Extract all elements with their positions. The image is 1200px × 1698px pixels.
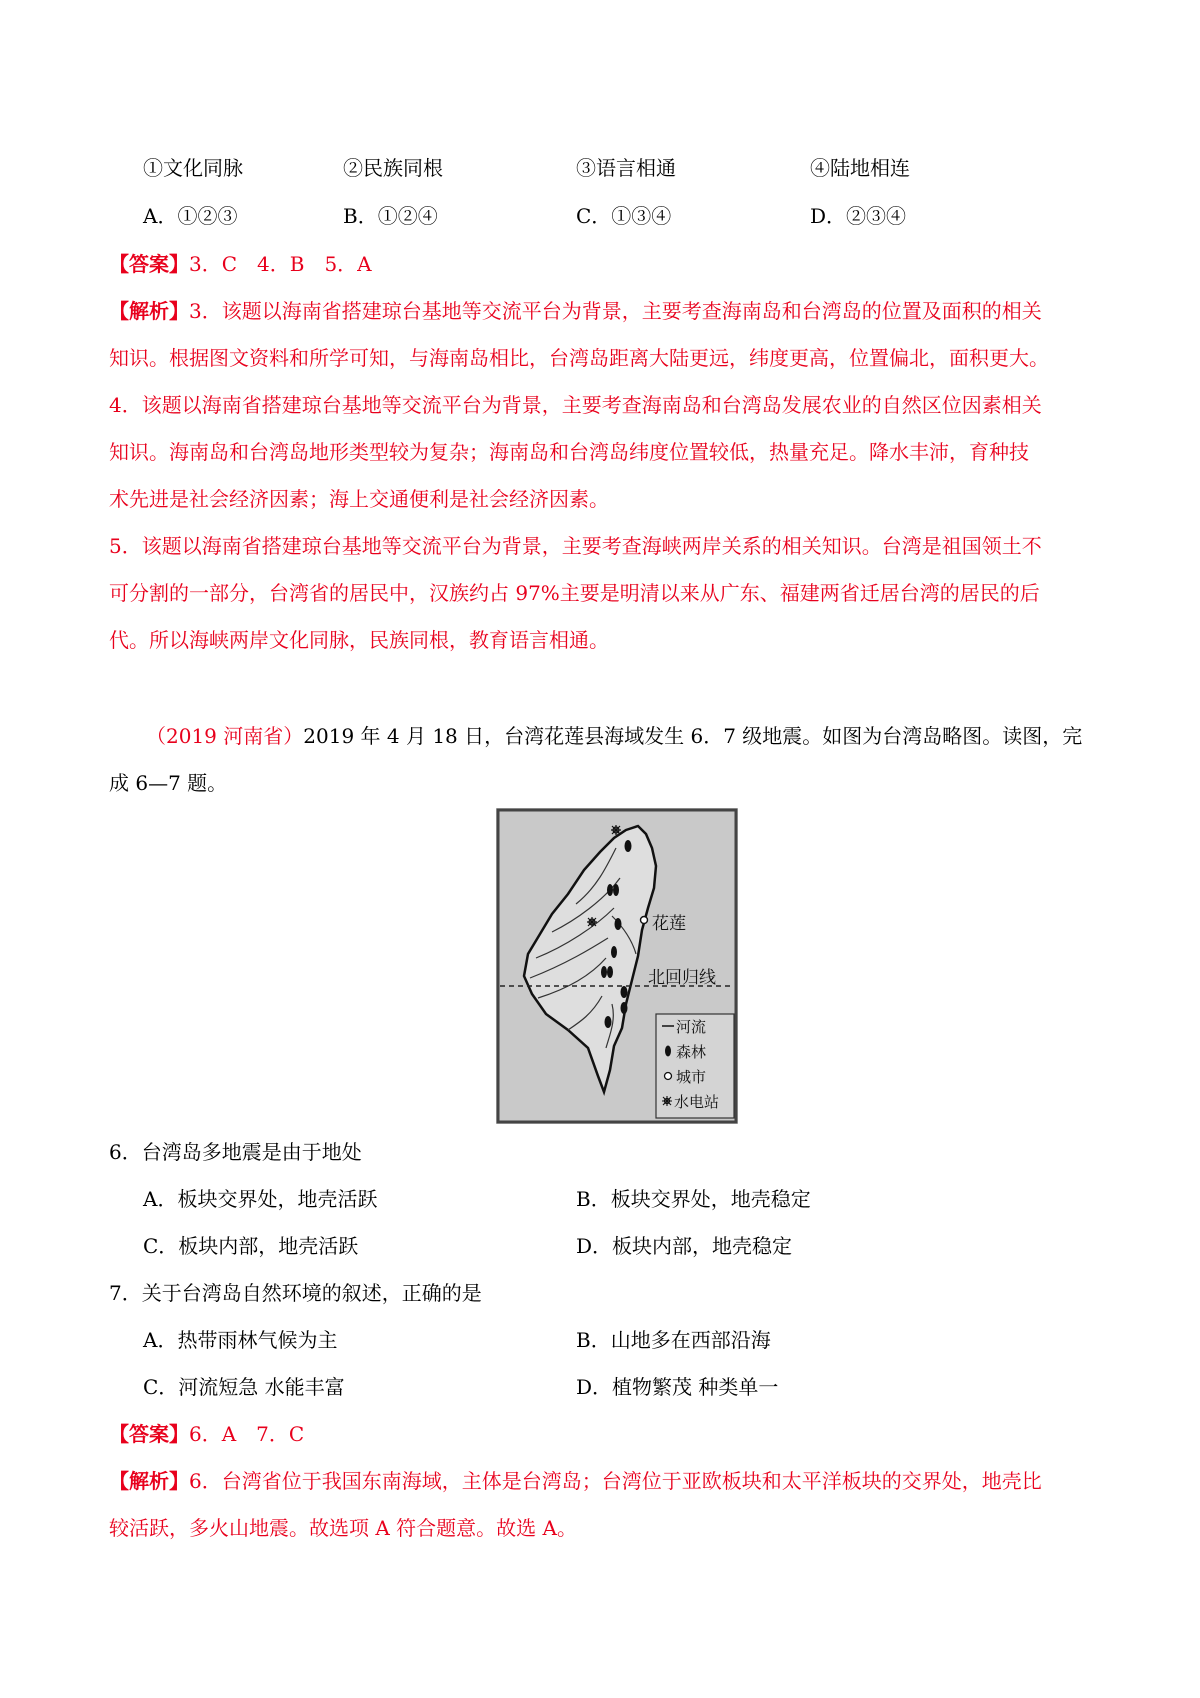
q6-option-d: D．板块内部，地壳稳定 [576, 1234, 793, 1258]
legend-hydro: 水电站 [674, 1093, 720, 1111]
analysis-tag: 【解析】 [109, 1469, 189, 1493]
tropic-label: 北回归线 [648, 968, 716, 988]
q7-option-b: B．山地多在西部沿海 [576, 1328, 771, 1352]
analysis-line-6: 5．该题以海南省搭建琼台基地等交流平台为背景，主要考查海峡两岸关系的相关知识。台湾是祖国领土不 [109, 534, 1042, 558]
analysis-tag: 【解析】 [109, 299, 189, 323]
q6-option-a: A．板块交界处，地壳活跃 [143, 1187, 378, 1211]
hualien-label: 花莲 [652, 914, 686, 934]
q5-choice-b: B．①②④ [343, 204, 438, 228]
analysis-line-3: 4．该题以海南省搭建琼台基地等交流平台为背景，主要考查海南岛和台湾岛发展农业的自然区位因素相关 [109, 393, 1042, 417]
hydro-legend-icon [662, 1096, 672, 1106]
q7-option-d: D．植物繁茂 种类单一 [576, 1375, 779, 1399]
analysis-text: 6．台湾省位于我国东南海域，主体是台湾岛；台湾位于亚欧板块和太平洋板块的交界处，地壳比 [189, 1469, 1042, 1493]
analysis2-line-2: 较活跃，多火山地震。故选项 A 符合题意。故选 A。 [109, 1516, 577, 1540]
q5-choice-c: C．①③④ [576, 204, 672, 228]
q6-option-b: B．板块交界处，地壳稳定 [576, 1187, 811, 1211]
analysis-line-4: 知识。海南岛和台湾岛地形类型较为复杂；海南岛和台湾岛纬度位置较低，热量充足。降水丰沛，育种技 [109, 440, 1029, 464]
answer-text: 6．A 7．C [189, 1422, 305, 1446]
answer-tag: 【答案】 [109, 252, 189, 276]
forest-legend-icon [665, 1046, 671, 1057]
q5-item-3: ③语言相通 [576, 156, 676, 180]
q6-stem: 6．台湾岛多地震是由于地处 [109, 1140, 362, 1164]
q7-stem: 7．关于台湾岛自然环境的叙述，正确的是 [109, 1281, 482, 1305]
analysis-line-1 [109, 299, 1042, 323]
answer-block-2 [109, 1422, 304, 1446]
q5-choice-d: D．②③④ [810, 204, 907, 228]
analysis-line-2: 知识。根据图文资料和所学可知，与海南岛相比，台湾岛距离大陆更远，纬度更高，位置偏北，面积更大。 [109, 346, 1049, 370]
answer-text: 3．C 4．B 5．A [189, 252, 372, 276]
taiwan-map-svg [496, 808, 738, 1124]
legend-river: 河流 [676, 1018, 707, 1036]
hualien-city-icon [641, 917, 648, 924]
answer-tag: 【答案】 [109, 1422, 189, 1446]
legend-forest: 森林 [676, 1043, 707, 1061]
q5-choice-a: A．①②③ [143, 204, 238, 228]
intro-line-2: 成 6—7 题。 [109, 771, 228, 795]
intro-line-1 [146, 724, 1082, 748]
legend-city: 城市 [676, 1068, 707, 1086]
answer-block-1 [109, 252, 372, 276]
q7-option-a: A．热带雨林气候为主 [143, 1328, 338, 1352]
source-label: （2019 河南省） [146, 724, 304, 748]
analysis-line-5: 术先进是社会经济因素；海上交通便利是社会经济因素。 [109, 487, 609, 511]
taiwan-map [496, 808, 738, 1124]
intro-text: 2019 年 4 月 18 日，台湾花莲县海域发生 6．7 级地震。如图为台湾岛略图。读图，完 [303, 724, 1083, 748]
q7-option-c: C．河流短急 水能丰富 [143, 1375, 345, 1399]
analysis-line-7: 可分割的一部分，台湾省的居民中，汉族约占 97%主要是明清以来从广东、福建两省迁居台湾的居民的后 [109, 581, 1040, 605]
q6-option-c: C．板块内部，地壳活跃 [143, 1234, 359, 1258]
analysis-line-8: 代。所以海峡两岸文化同脉，民族同根，教育语言相通。 [109, 628, 609, 652]
city-legend-icon [665, 1073, 672, 1080]
analysis-text: 3．该题以海南省搭建琼台基地等交流平台为背景，主要考查海南岛和台湾岛的位置及面积的相关 [189, 299, 1042, 323]
q5-item-2: ②民族同根 [343, 156, 443, 180]
q5-item-4: ④陆地相连 [810, 156, 910, 180]
analysis2-line-1 [109, 1469, 1042, 1493]
q5-item-1: ①文化同脉 [143, 156, 243, 180]
